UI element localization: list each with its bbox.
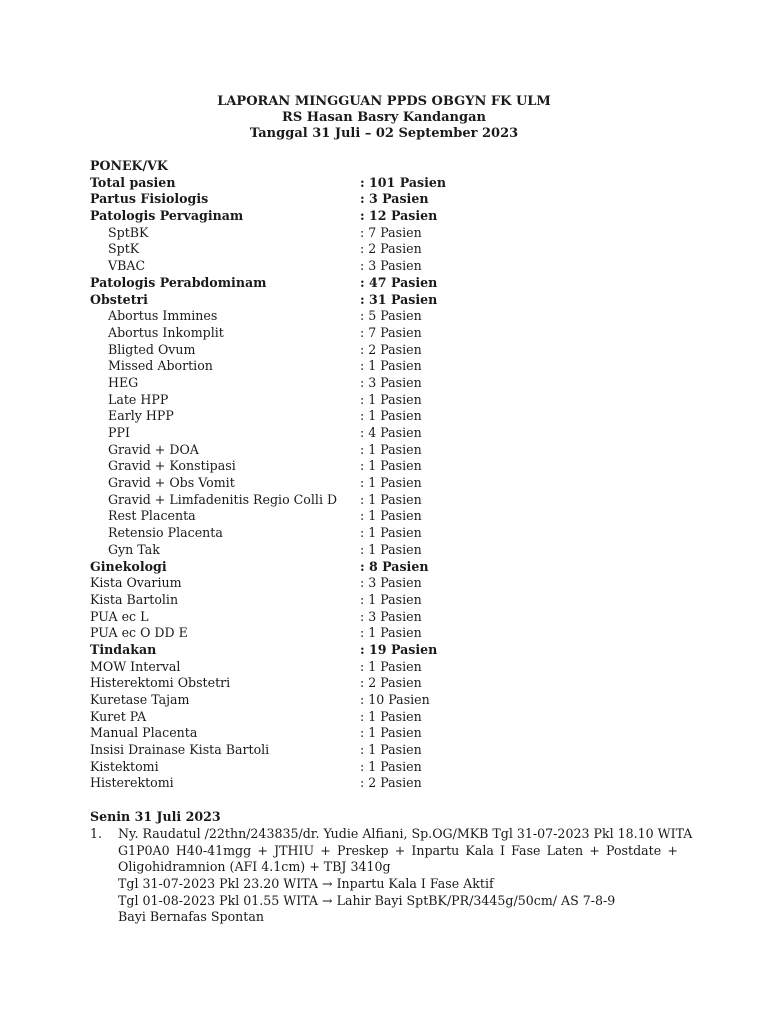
case-line-2-word: Laten (546, 842, 584, 858)
case-line-2-word: + (320, 842, 331, 858)
row-value: : 1 Pasien (360, 508, 422, 524)
case-line-2-word: H40-41mgg (175, 842, 252, 858)
summary-row (90, 775, 710, 792)
case-line-2-word: G1P0A0 (118, 842, 170, 858)
row-value: : 1 Pasien (360, 358, 422, 374)
summary-row (90, 375, 710, 392)
row-label: Retensio Placenta (108, 525, 223, 541)
row-label: Manual Placenta (90, 725, 198, 741)
summary-row (90, 508, 710, 525)
summary-row (90, 458, 710, 475)
row-value: : 10 Pasien (360, 692, 430, 707)
case-line-3: Oligohidramnion (AFI 4.1cm) + TBJ 3410g (118, 859, 391, 875)
row-label: Kuret PA (90, 708, 147, 724)
summary-row (90, 225, 710, 242)
summary-row (90, 625, 710, 642)
row-value: : 7 Pasien (360, 224, 422, 240)
row-label: HEG (108, 374, 139, 390)
row-label: Ginekologi (90, 558, 167, 574)
row-value: : 1 Pasien (360, 658, 422, 674)
row-label: Kistektomi (90, 758, 159, 774)
summary-row (90, 408, 710, 425)
case-line-2-word: Kala (465, 842, 494, 858)
row-label: Patologis Perabdominam (90, 274, 267, 290)
row-value: : 1 Pasien (360, 708, 422, 724)
case-line-2-word: + (667, 842, 678, 858)
row-label: Total pasien (90, 174, 176, 190)
summary-row (90, 759, 710, 776)
row-label: Gravid + Konstipasi (108, 458, 236, 474)
case-line-1: Ny. Raudatul /22thn/243835/dr. Yudie Alfiani, Sp.OG/MKB Tgl 31-07-2023 Pkl 18.10 WITA (118, 826, 693, 841)
row-value: : 1 Pasien (360, 391, 422, 407)
row-value: : 1 Pasien (360, 408, 422, 424)
row-label: Early HPP (108, 408, 174, 424)
row-label: PUA ec L (90, 608, 149, 624)
row-value: : 1 Pasien (360, 541, 422, 557)
row-value: : 2 Pasien (360, 341, 422, 357)
summary-row (90, 308, 710, 325)
summary-row (90, 275, 710, 292)
report-header (0, 94, 768, 142)
case-body (118, 826, 693, 926)
row-label: Gyn Tak (108, 541, 160, 557)
summary-row (90, 609, 710, 626)
summary-row (90, 659, 710, 676)
row-label: Obstetri (90, 291, 148, 307)
row-label: Kuretase Tajam (90, 692, 190, 707)
row-value: : 19 Pasien (360, 641, 438, 657)
summary-row (90, 292, 710, 309)
row-label: MOW Interval (90, 658, 181, 674)
row-value: : 12 Pasien (360, 208, 438, 224)
row-value: : 5 Pasien (360, 308, 422, 324)
case-line-2-word: Postdate (606, 842, 662, 858)
summary-row (90, 692, 710, 709)
row-label: Histerektomi (90, 775, 174, 791)
summary-row (90, 358, 710, 375)
row-label: Bligted Ovum (108, 341, 196, 357)
row-label: Late HPP (108, 391, 169, 407)
row-label: Gravid + Limfadenitis Regio Colli D (108, 491, 338, 507)
row-value: : 1 Pasien (360, 742, 422, 758)
row-value: : 3 Pasien (360, 191, 429, 207)
report-title: LAPORAN MINGGUAN PPDS OBGYN FK ULM (217, 94, 551, 109)
row-value: : 1 Pasien (360, 491, 422, 507)
row-label: Insisi Drainase Kista Bartoli (90, 742, 270, 758)
case-line-2-word: JTHIU (274, 842, 315, 858)
case-line-2-word: Preskep (336, 842, 389, 858)
summary-row (90, 325, 710, 342)
summary-row (90, 709, 710, 726)
row-value: : 1 Pasien (360, 441, 422, 457)
row-label: PPI (108, 425, 130, 440)
summary-row (90, 675, 710, 692)
summary-row (90, 592, 710, 609)
summary-row (90, 492, 710, 509)
row-value: : 1 Pasien (360, 625, 422, 641)
case-line-6: Bayi Bernafas Spontan (118, 909, 264, 925)
day-heading: Senin 31 Juli 2023 (90, 809, 221, 824)
row-value: : 3 Pasien (360, 608, 422, 624)
summary-row (90, 475, 710, 492)
row-value: : 3 Pasien (360, 575, 422, 591)
row-value: : 3 Pasien (360, 258, 422, 274)
row-value: : 4 Pasien (360, 425, 422, 440)
row-label: Partus Fisiologis (90, 191, 209, 207)
summary-row (90, 725, 710, 742)
case-line-5: Tgl 01-08-2023 Pkl 01.55 WITA → Lahir Bayi SptBK/PR/3445g/50cm/ AS 7-8-9 (118, 892, 616, 908)
row-label: VBAC (108, 258, 146, 274)
case-line-2-word: Fase (511, 842, 541, 858)
case-line-2-word: + (257, 842, 268, 858)
row-label: Abortus Inkomplit (108, 324, 224, 340)
row-label: SptK (108, 241, 140, 257)
summary-row (90, 425, 710, 442)
hospital-name: RS Hasan Basry Kandangan (282, 110, 486, 125)
case-line-4: Tgl 31-07-2023 Pkl 23.20 WITA → Inpartu Kala I Fase Aktif (118, 876, 494, 892)
case-line-2-word: + (589, 842, 600, 858)
summary-row (90, 742, 710, 759)
row-value: : 8 Pasien (360, 558, 429, 574)
row-value: : 3 Pasien (360, 374, 422, 390)
row-value: : 1 Pasien (360, 758, 422, 774)
row-label: Tindakan (90, 641, 157, 657)
row-value: : 2 Pasien (360, 241, 422, 257)
row-label: Abortus Immines (108, 308, 218, 324)
row-label: Histerektomi Obstetri (90, 675, 231, 691)
summary-row (90, 175, 710, 192)
summary-row (90, 258, 710, 275)
row-label: PUA ec O DD E (90, 625, 188, 641)
summary-row (90, 392, 710, 409)
report-period: Tanggal 31 Juli – 02 September 2023 (249, 126, 519, 141)
row-value: : 47 Pasien (360, 274, 438, 290)
row-value: : 1 Pasien (360, 458, 422, 474)
case-line-2 (118, 843, 678, 860)
row-value: : 1 Pasien (360, 725, 422, 741)
case-line-2-word: + (394, 842, 406, 858)
case-number: 1. (90, 826, 103, 841)
section-label: PONEK/VK (90, 158, 168, 173)
case-line-2-word: Inpartu (411, 842, 460, 858)
row-label: Rest Placenta (108, 508, 196, 524)
patient-summary-list (90, 158, 710, 792)
summary-row (90, 542, 710, 559)
row-label: Gravid + Obs Vomit (108, 475, 235, 491)
row-label: Patologis Pervaginam (90, 208, 244, 224)
summary-row (90, 241, 710, 258)
section-title (90, 158, 710, 175)
row-value: : 1 Pasien (360, 591, 422, 607)
row-label: SptBK (108, 224, 149, 240)
summary-row (90, 575, 710, 592)
row-value: : 101 Pasien (360, 174, 447, 190)
row-value: : 2 Pasien (360, 675, 422, 691)
row-value: : 7 Pasien (360, 324, 422, 340)
row-value: : 31 Pasien (360, 291, 438, 307)
summary-row (90, 559, 710, 576)
row-label: Gravid + DOA (108, 441, 199, 457)
summary-row (90, 642, 710, 659)
row-label: Kista Ovarium (90, 575, 182, 591)
case-line-2-word: I (500, 842, 506, 858)
summary-row (90, 191, 710, 208)
row-value: : 2 Pasien (360, 775, 422, 791)
summary-row (90, 208, 710, 225)
summary-row (90, 525, 710, 542)
row-label: Missed Abortion (108, 358, 213, 374)
row-value: : 1 Pasien (360, 475, 422, 491)
row-label: Kista Bartolin (90, 591, 179, 607)
summary-row (90, 442, 710, 459)
summary-row (90, 342, 710, 359)
row-value: : 1 Pasien (360, 525, 422, 541)
